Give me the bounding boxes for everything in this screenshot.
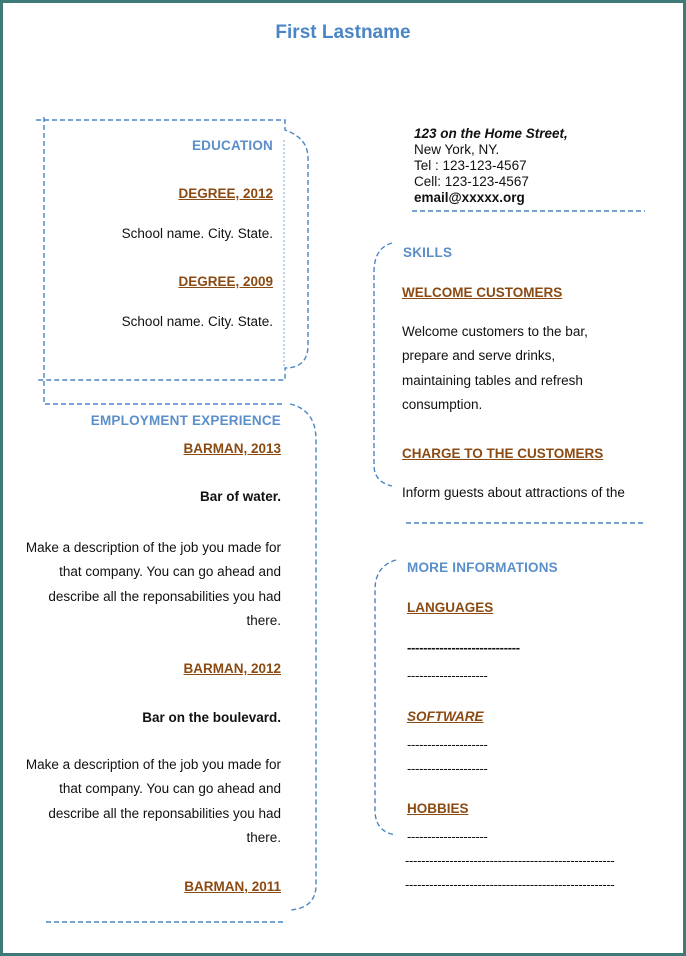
job-place-2: Bar on the boulevard. [142, 710, 281, 725]
education-school-2: School name. City. State. [121, 314, 273, 329]
skills-heading: SKILLS [403, 245, 453, 260]
contact-email: email@xxxxx.org [414, 190, 525, 205]
contact-cell: Cell: 123-123-4567 [414, 174, 529, 189]
hobbies-line-1: -------------------- [407, 829, 488, 844]
contact-city: New York, NY. [414, 142, 500, 157]
contact-tel: Tel : 123-123-4567 [414, 158, 527, 173]
employment-heading: EMPLOYMENT EXPERIENCE [90, 413, 281, 428]
software-title: SOFTWARE [407, 709, 484, 724]
job-description-1: Make a description of the job you made for that company. You can go ahead and describe all the reponsabilities you had there. [25, 540, 281, 628]
skill-title-1: WELCOME CUSTOMERS [402, 285, 563, 300]
hobbies-title: HOBBIES [407, 801, 469, 816]
software-line-1: -------------------- [407, 737, 488, 752]
languages-title: LANGUAGES [407, 600, 494, 615]
skill-description-1: Welcome customers to the bar, prepare and serve drinks, maintaining tables and refresh consumption. [402, 324, 588, 412]
education-school-1: School name. City. State. [121, 226, 273, 241]
job-description-2: Make a description of the job you made for that company. You can go ahead and describe all the reponsabilities you had there. [25, 757, 281, 845]
job-title-1: BARMAN, 2013 [183, 441, 281, 456]
job-place-1: Bar of water. [199, 489, 281, 504]
hobbies-line-3: ---------------------------------------------------- [405, 877, 615, 892]
job-title-2: BARMAN, 2012 [183, 661, 281, 676]
languages-line-2: -------------------- [407, 668, 488, 683]
skill-description-2: Inform guests about attractions of the [402, 485, 625, 500]
languages-line-1: ---------------------------- [407, 640, 520, 655]
more-info-heading: MORE INFORMATIONS [407, 560, 558, 575]
education-degree-2: DEGREE, 2009 [178, 274, 273, 289]
page-title: First Lastname [275, 22, 411, 43]
hobbies-line-2: ---------------------------------------------------- [405, 853, 615, 868]
software-line-2: -------------------- [407, 761, 488, 776]
education-heading: EDUCATION [191, 138, 273, 153]
education-degree-1: DEGREE, 2012 [178, 186, 273, 201]
job-title-3: BARMAN, 2011 [184, 879, 281, 894]
contact-block [414, 126, 654, 206]
skill-title-2: CHARGE TO THE CUSTOMERS [402, 446, 604, 461]
contact-street: 123 on the Home Street, [414, 126, 568, 141]
